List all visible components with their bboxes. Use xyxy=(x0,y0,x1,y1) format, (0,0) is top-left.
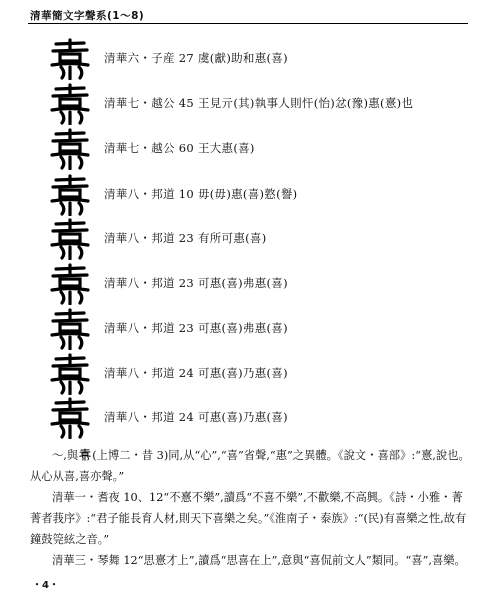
glyph-entry xyxy=(40,308,480,350)
seal-glyph-icon xyxy=(46,83,94,125)
glyph-entry xyxy=(40,353,480,395)
entry-text: 清華八・邦道 24 可惠(喜)乃惠(喜) xyxy=(104,410,288,424)
seal-glyph-icon xyxy=(46,128,94,170)
paragraph-text: (上博二・昔 3)同,从“心”,“喜”省聲,“惠”之異體。《說文・喜部》:“憙,說也。从心从喜,喜亦聲。” xyxy=(30,449,470,483)
glyph-entry xyxy=(40,263,480,305)
glyph-entry xyxy=(40,38,480,80)
commentary xyxy=(30,445,470,571)
entry-text: 清華八・邦道 23 可惠(喜)弗惠(喜) xyxy=(104,321,288,335)
glyph-entry xyxy=(40,174,480,216)
entry-text: 清華八・邦道 23 可惠(喜)弗惠(喜) xyxy=(104,276,288,290)
page-number: ・4・ xyxy=(32,580,59,591)
seal-glyph-icon xyxy=(46,397,94,439)
seal-glyph-icon xyxy=(46,263,94,305)
paragraph: 清華一・耆夜 10、12“不憙不樂”,讀爲“不喜不樂”,不歡樂,不高興。《詩・小雅・菁菁者莪序》:“君子能長育人材,則天下喜樂之矣。”《淮南子・泰族》:“(民)有喜樂之性,故有鐘鼓筦絃之音。” xyxy=(30,491,467,546)
entry-text: 清華六・子産 27 虞(獻)助和惠(喜) xyxy=(104,51,288,65)
entry-text: 清華八・邦道 10 毋(毋)惠(喜)憝(譽) xyxy=(104,187,298,201)
paragraph-text: ～,與 xyxy=(52,449,79,462)
seal-glyph-icon xyxy=(46,218,94,260)
glyph-entry xyxy=(40,397,480,439)
entry-text: 清華八・邦道 23 有所可惠(喜) xyxy=(104,231,267,245)
glyph-entry xyxy=(40,128,480,170)
header-rule xyxy=(28,23,468,24)
seal-glyph-icon xyxy=(46,353,94,395)
glyph-entry xyxy=(40,218,480,260)
paragraph: 清華三・琴舞 12“思憙才上”,讀爲“思喜在上”,意與“喜侃前文人”類同。“喜”,喜樂。 xyxy=(52,554,466,567)
glyph-entry xyxy=(40,83,480,125)
entry-text: 清華八・邦道 24 可惠(喜)乃惠(喜) xyxy=(104,366,288,380)
inline-glyph-icon xyxy=(78,446,92,463)
entry-text: 清華七・越公 60 王大惠(喜) xyxy=(104,141,255,155)
running-header: 清華簡文字聲系(1～8) xyxy=(30,10,145,22)
entry-text: 清華七・越公 45 王見亓(其)執事人則忓(怡)忿(豫)惠(憙)也 xyxy=(104,96,414,110)
seal-glyph-icon xyxy=(46,38,94,80)
paragraph xyxy=(30,445,470,487)
seal-glyph-icon xyxy=(46,174,94,216)
seal-glyph-icon xyxy=(46,308,94,350)
